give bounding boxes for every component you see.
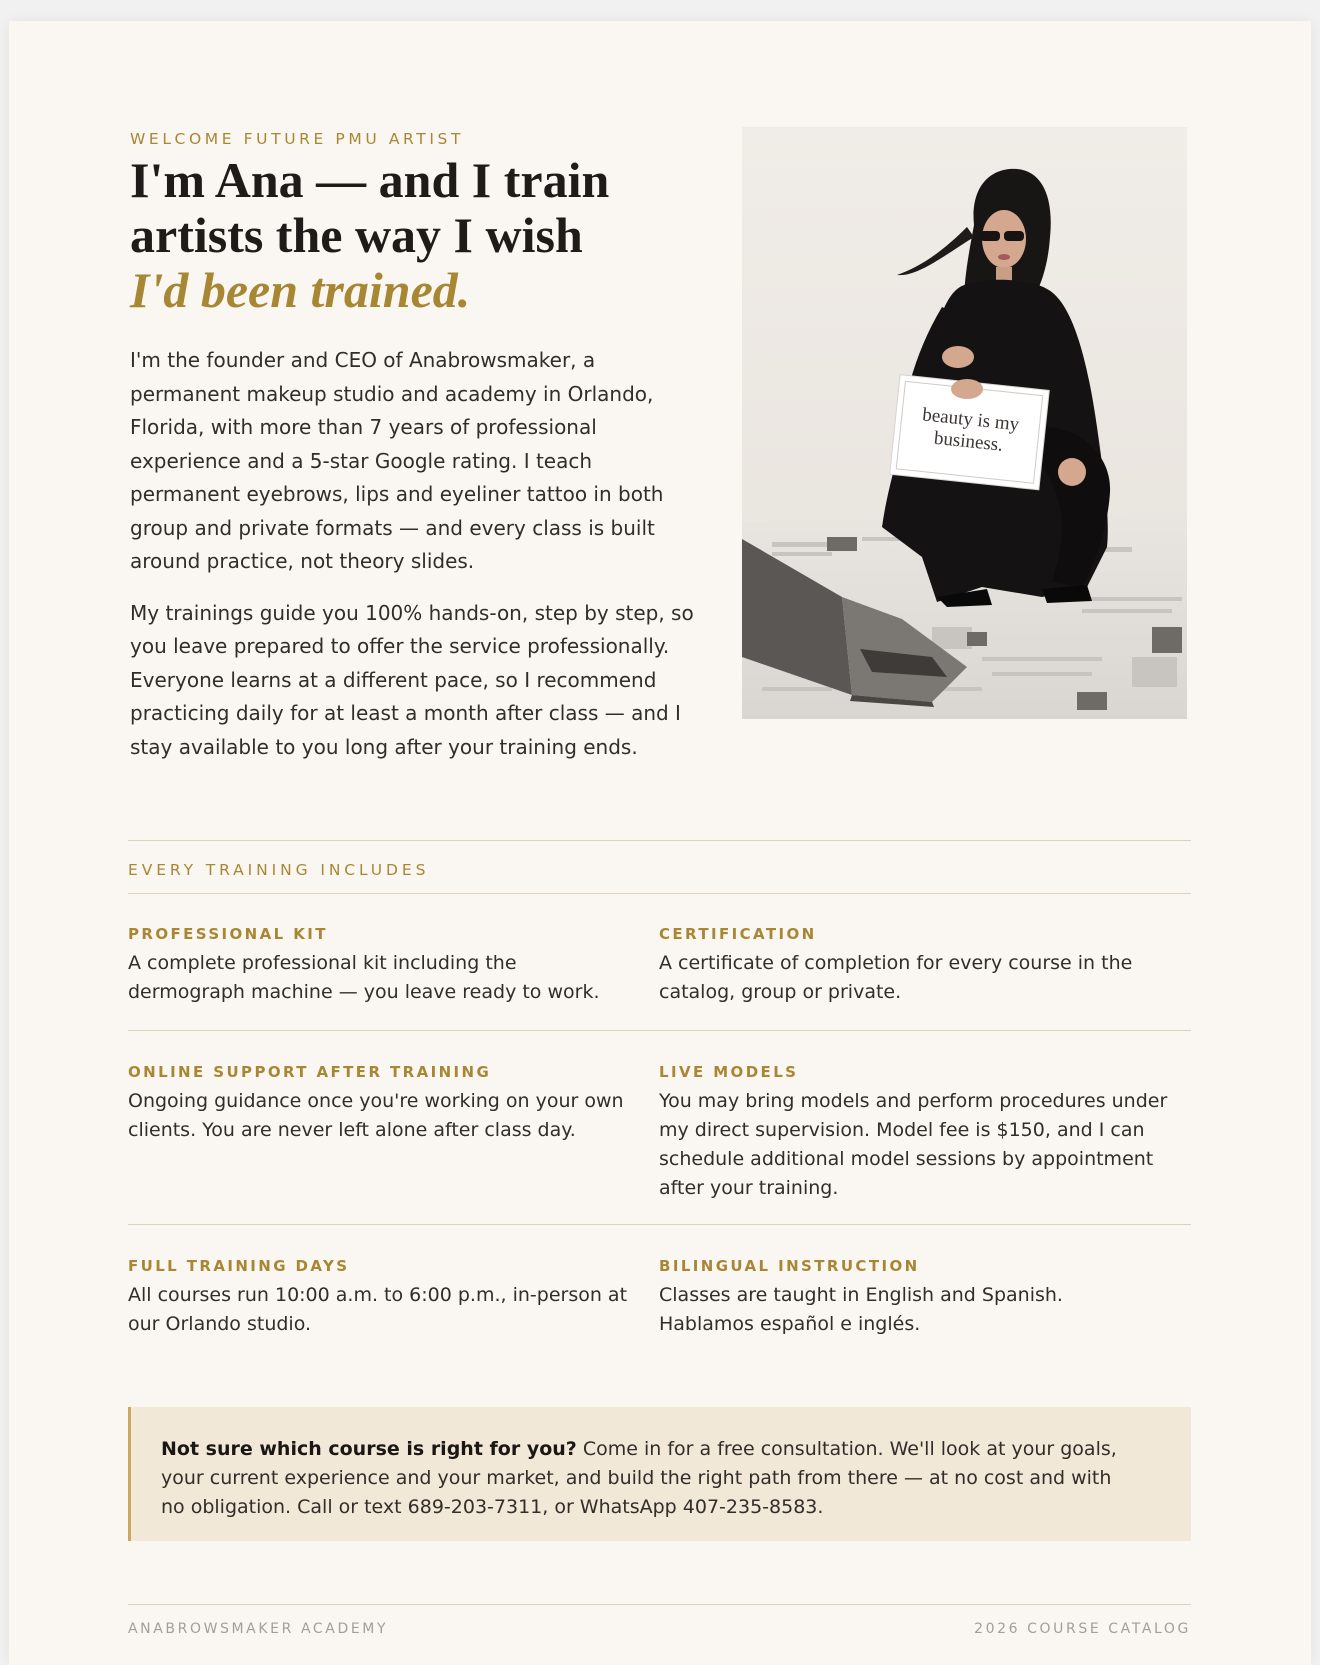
feature-text: A certificate of completion for every course in the catalog, group or private. [659,952,1133,1003]
feature-title: FULL TRAINING DAYS [128,1257,350,1275]
feature-text: Classes are taught in English and Spanish. Hablamos español e inglés. [659,1284,1063,1335]
headline-line-2: artists the way I wish [130,207,583,263]
headline-accent: I'd been trained. [130,262,471,318]
founder-photo-illustration [742,127,1187,719]
page-content [128,21,1191,1665]
hero-intro [130,344,705,764]
feature-live-models [659,1063,1169,1203]
includes-label: EVERY TRAINING INCLUDES [128,861,430,879]
intro-paragraph-1: I'm the founder and CEO of Anabrowsmaker, a permanent makeup studio and academy in Orlando, Florida, with more than 7 years of professional experience and a 5-star Google rating. I teach permanent eyebrows, lips and eyeliner tattoo in both group and private formats — and every class is built around practice, not theory slides. [130,348,664,573]
row-divider [128,1224,1191,1225]
feature-title: LIVE MODELS [659,1063,799,1081]
intro-paragraph-2: My trainings guide you 100% hands-on, step by step, so you leave prepared to offer the service professionally. Everyone learns at a different pace, so I recommend practicing daily for at least a month after class — and I stay available to you long after your training ends. [130,600,694,759]
feature-title: CERTIFICATION [659,925,817,943]
feature-full-training-days [128,1257,628,1339]
feature-text: All courses run 10:00 a.m. to 6:00 p.m., in-person at our Orlando studio. [128,1284,628,1335]
feature-text: You may bring models and perform procedures under my direct supervision. Model fee is $150, and I can schedule additional model sessions by appointment after your training. [659,1090,1168,1199]
consultation-callout [128,1407,1191,1541]
footer-catalog-label: 2026 COURSE CATALOG [974,1621,1191,1637]
hero-headline [130,153,730,318]
footer-brand: ANABROWSMAKER ACADEMY [128,1621,389,1637]
sign-line-2: business. [932,427,1004,456]
feature-online-support [128,1063,628,1145]
row-divider [128,1030,1191,1031]
feature-professional-kit [128,925,628,1007]
sign-line-1: beauty is my [921,404,1021,436]
feature-title: ONLINE SUPPORT AFTER TRAINING [128,1063,492,1081]
callout-text: Come in for a free consultation. We'll look at your goals, your current experience and your market, and build the right path from there — at no cost and with no obligation. Call or text 689-203-7311, or WhatsApp 407-235-8583. [161,1438,1117,1518]
feature-bilingual-instruction [659,1257,1159,1339]
section-divider [128,893,1191,894]
feature-title: BILINGUAL INSTRUCTION [659,1257,920,1275]
hero-eyebrow: WELCOME FUTURE PMU ARTIST [130,130,465,148]
callout-question: Not sure which course is right for you? [161,1438,577,1460]
feature-certification [659,925,1159,1007]
feature-text: Ongoing guidance once you're working on your own clients. You are never left alone after class day. [128,1090,624,1141]
catalog-page [9,21,1311,1665]
founder-photo [742,127,1187,719]
feature-title: PROFESSIONAL KIT [128,925,328,943]
section-divider-top [128,840,1191,841]
headline-line-1: I'm Ana — and I train [130,152,610,208]
feature-text: A complete professional kit including the dermograph machine — you leave ready to work. [128,952,600,1003]
footer-divider [128,1604,1191,1605]
